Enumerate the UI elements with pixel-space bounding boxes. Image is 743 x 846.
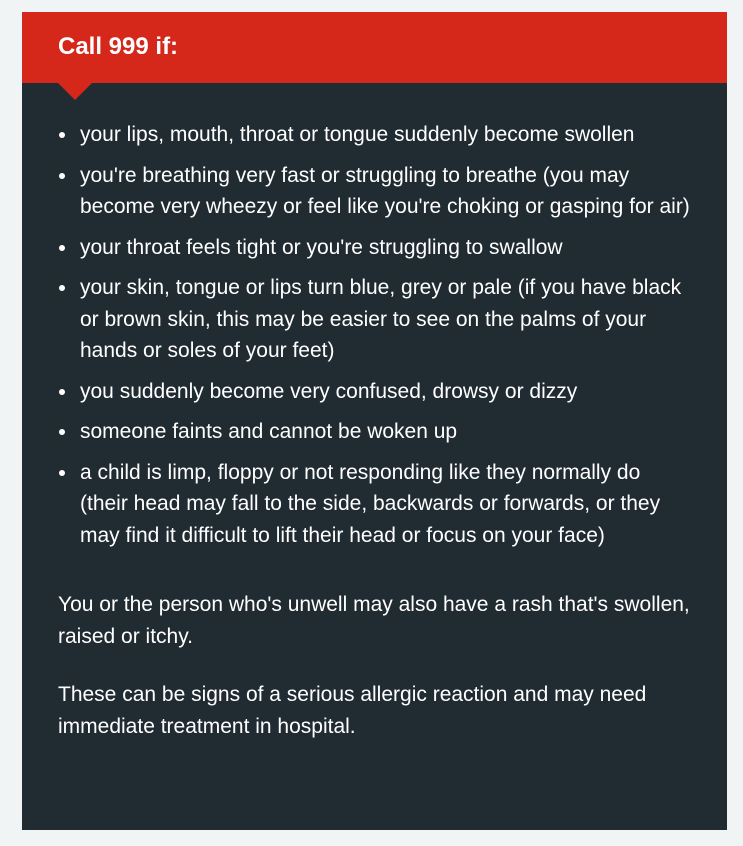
symptom-item	[58, 272, 691, 367]
card-heading	[22, 12, 727, 83]
symptoms-list	[58, 119, 691, 551]
heading-arrow	[58, 83, 92, 100]
symptom-item	[58, 416, 691, 448]
rash-paragraph: You or the person who's unwell may also have a rash that's swollen, raised or itchy.	[58, 593, 690, 648]
symptom-item	[58, 376, 691, 408]
symptom-text: your lips, mouth, throat or tongue suddenly become swollen	[80, 123, 635, 146]
bullet-icon	[59, 389, 65, 395]
bullet-icon	[59, 285, 65, 291]
bullet-icon	[59, 470, 65, 476]
card-heading-title: Call 999 if:	[58, 33, 179, 60]
allergic-reaction-paragraph: These can be signs of a serious allergic reaction and may need immediate treatment in hospital.	[58, 683, 647, 738]
symptom-text: your skin, tongue or lips turn blue, grey or pale (if you have black or brown skin, this may be easier to see on the palms of your hands or soles of your feet)	[80, 276, 682, 362]
bullet-icon	[59, 173, 65, 179]
symptom-item	[58, 119, 691, 151]
urgent-care-card	[22, 12, 727, 830]
bullet-icon	[59, 245, 65, 251]
symptom-text: your throat feels tight or you're struggling to swallow	[80, 235, 563, 259]
bullet-icon	[59, 429, 65, 435]
symptom-text: you suddenly become very confused, drowsy or dizzy	[80, 379, 578, 403]
symptom-item	[58, 232, 691, 264]
symptom-item	[58, 457, 691, 552]
symptom-text: a child is limp, floppy or not responding like they normally do (their head may fall to the side, backwards or forwards, or they may find it difficult to lift their head or focus on your face)	[80, 460, 661, 547]
symptom-text: you're breathing very fast or struggling to breathe (you may become very wheezy or feel like you're choking or gasping for air)	[80, 163, 690, 218]
card-body	[22, 83, 727, 742]
symptom-item	[58, 160, 691, 223]
symptom-text: someone faints and cannot be woken up	[80, 420, 458, 443]
bullet-icon	[59, 132, 65, 138]
